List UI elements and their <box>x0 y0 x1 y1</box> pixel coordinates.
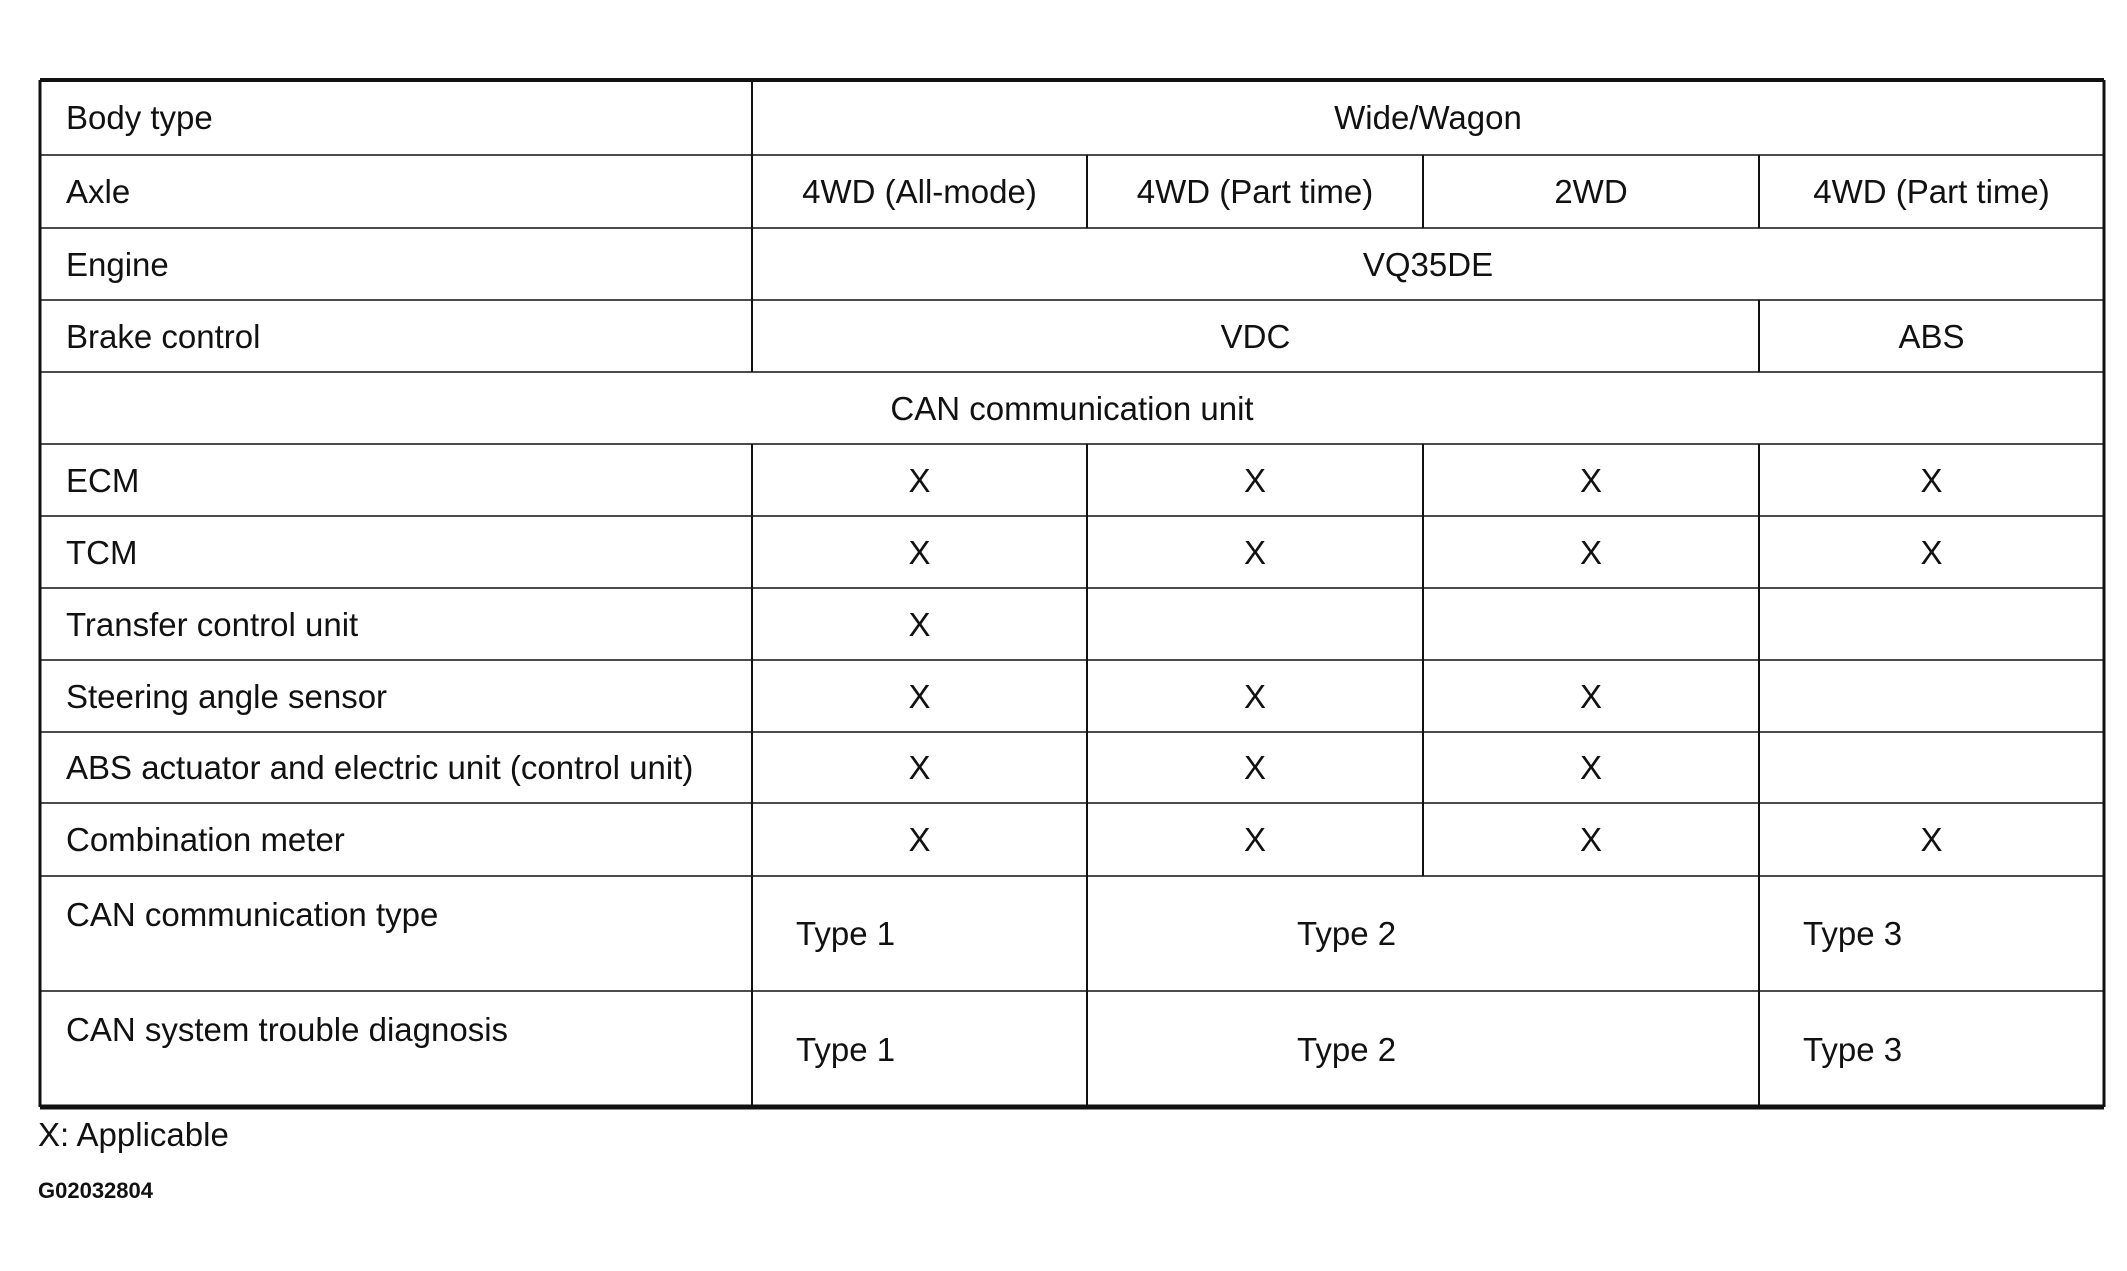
type-cell: Type 3 <box>1803 915 1903 952</box>
table-cell <box>1759 588 2104 660</box>
table-cell: ABS <box>1898 317 1965 355</box>
table-cell: X <box>908 821 931 858</box>
table-cell: X <box>1579 821 1602 858</box>
table-cell: X <box>908 677 931 715</box>
table-cell: X <box>908 533 931 571</box>
figure-id: G02032804 <box>38 1178 153 1203</box>
row-label: Steering angle sensor <box>66 677 388 715</box>
type-cell: Type 1 <box>796 1030 896 1068</box>
table-cell: Wide/Wagon <box>1334 99 1522 136</box>
table-cell: X <box>908 749 931 786</box>
row-label: CAN communication type <box>66 896 439 933</box>
row-label: Transfer control unit <box>66 605 359 643</box>
type-cell: Type 2 <box>1297 1030 1397 1068</box>
row-label: TCM <box>66 533 138 571</box>
table-cell: VDC <box>1220 317 1291 355</box>
table-cell: X <box>1920 533 1943 571</box>
table-cell: X <box>1920 461 1943 499</box>
row-label: ABS actuator and electric unit (control unit) <box>66 749 694 786</box>
table-cell: X <box>908 461 931 499</box>
table-cell <box>1759 660 2104 732</box>
table-cell <box>1423 588 1759 660</box>
table-cell: X <box>1579 533 1602 571</box>
table-cell: X <box>1243 461 1266 499</box>
row-label: ECM <box>66 461 140 499</box>
table-cell: 4WD (All-mode) <box>802 173 1037 210</box>
table-cell: X <box>1579 461 1602 499</box>
type-cell: Type 3 <box>1803 1030 1903 1068</box>
footnote: X: Applicable <box>38 1116 229 1153</box>
row-label: Body type <box>66 99 213 136</box>
row-label: Brake control <box>66 317 261 355</box>
table-cell: VQ35DE <box>1362 245 1494 283</box>
table-cell: X <box>1243 533 1266 571</box>
table-cell: X <box>1243 821 1266 858</box>
row-label: Combination meter <box>66 821 345 858</box>
table-cell: 4WD (Part time) <box>1813 173 2050 210</box>
table-cell: X <box>908 605 931 643</box>
section-header: CAN communication unit <box>890 389 1254 427</box>
table-cell: X <box>1579 677 1602 715</box>
table-cell <box>1087 588 1423 660</box>
row-label: Engine <box>66 245 169 283</box>
row-label: CAN system trouble diagnosis <box>66 1011 509 1048</box>
table-cell: X <box>1920 821 1943 858</box>
table-cell: X <box>1579 749 1602 786</box>
table-cell: X <box>1243 749 1266 786</box>
table-cell: 2WD <box>1554 173 1628 210</box>
type-cell: Type 2 <box>1297 915 1397 952</box>
row-label: Axle <box>66 173 131 210</box>
table-cell: 4WD (Part time) <box>1136 173 1374 210</box>
type-cell: Type 1 <box>796 915 896 952</box>
table-cell <box>1759 732 2104 803</box>
table-cell: X <box>1243 677 1266 715</box>
